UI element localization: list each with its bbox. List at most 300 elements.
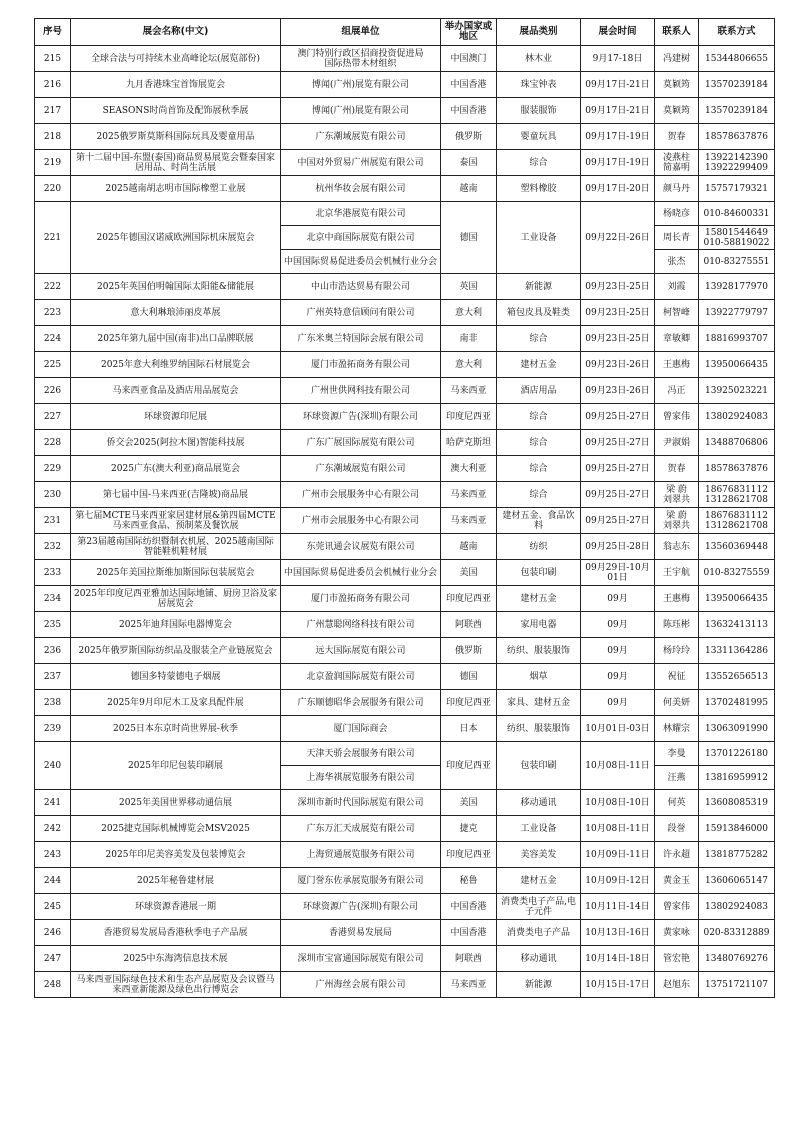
- row-phone: 010-84600331: [699, 202, 775, 226]
- row-category: 酒店用品: [497, 378, 581, 404]
- row-country: 越南: [441, 176, 497, 202]
- row-exhibition-name: 2025年印尼美容美发及包装博览会: [71, 842, 281, 868]
- table-row: [35, 586, 775, 612]
- row-organizer: 厦门市盈拓商务有限公司: [281, 352, 441, 378]
- row-organizer: 香港贸易发展局: [281, 920, 441, 946]
- table-row: [35, 124, 775, 150]
- row-exhibition-name: 第七届MCTE马来西亚家居建材展&第四届MCTE马来西亚食品、预制菜及餐饮展: [71, 508, 281, 534]
- row-country: 南非: [441, 326, 497, 352]
- table-row: [35, 790, 775, 816]
- row-country: 美国: [441, 790, 497, 816]
- row-phone: 18578637876: [699, 124, 775, 150]
- row-category: 家用电器: [497, 612, 581, 638]
- row-organizer: 上海贸通展览服务有限公司: [281, 842, 441, 868]
- table-row: [35, 560, 775, 586]
- row-contact: 张杰: [655, 250, 699, 274]
- row-country: 英国: [441, 274, 497, 300]
- row-exhibition-name: 2025年迪拜国际电器博览会: [71, 612, 281, 638]
- table-row: [35, 972, 775, 998]
- row-time: 10月08日-11日: [581, 816, 655, 842]
- row-serial: 230: [35, 482, 71, 508]
- table-row: [35, 842, 775, 868]
- row-country: 中国香港: [441, 894, 497, 920]
- table-row: [35, 894, 775, 920]
- row-country: 马来西亚: [441, 482, 497, 508]
- row-contact: 刘霞: [655, 274, 699, 300]
- row-exhibition-name: 2025年俄罗斯国际纺织品及服装全产业链展览会: [71, 638, 281, 664]
- row-time: 09月: [581, 664, 655, 690]
- row-country: 德国: [441, 664, 497, 690]
- row-time: 10月08日-11日: [581, 742, 655, 790]
- row-organizer: 广东万汇天成展览有限公司: [281, 816, 441, 842]
- row-phone: 15757179321: [699, 176, 775, 202]
- row-phone: 13552656513: [699, 664, 775, 690]
- row-contact: 冯正: [655, 378, 699, 404]
- row-phone: 13818775282: [699, 842, 775, 868]
- row-exhibition-name: 2025年美国世界移动通信展: [71, 790, 281, 816]
- row-exhibition-name: 香港贸易发展局香港秋季电子产品展: [71, 920, 281, 946]
- row-contact: 曾家伟: [655, 404, 699, 430]
- table-row: [35, 300, 775, 326]
- row-country: 捷克: [441, 816, 497, 842]
- table-row: [35, 482, 775, 508]
- row-exhibition-name: 2025广东(澳大利亚)商品展览会: [71, 456, 281, 482]
- row-contact: 尹淑娟: [655, 430, 699, 456]
- row-country: 澳大利亚: [441, 456, 497, 482]
- row-category: 珠宝钟表: [497, 72, 581, 98]
- row-phone: 13802924083: [699, 404, 775, 430]
- row-contact: 祝征: [655, 664, 699, 690]
- row-country: 俄罗斯: [441, 124, 497, 150]
- row-phone: 13632413113: [699, 612, 775, 638]
- row-contact: 周长青: [655, 226, 699, 250]
- table-row: [35, 72, 775, 98]
- header-country: 举办国家或地区: [441, 19, 497, 46]
- row-country: 中国香港: [441, 72, 497, 98]
- row-country: 意大利: [441, 300, 497, 326]
- row-category: 移动通讯: [497, 790, 581, 816]
- row-phone: 13950066435: [699, 352, 775, 378]
- row-contact: 赵旭东: [655, 972, 699, 998]
- row-serial: 221: [35, 202, 71, 274]
- row-serial: 241: [35, 790, 71, 816]
- header-serial: 序号: [35, 19, 71, 46]
- header-category: 展品类别: [497, 19, 581, 46]
- row-contact: 许永超: [655, 842, 699, 868]
- row-serial: 243: [35, 842, 71, 868]
- row-exhibition-name: 全球合法与可持续木业高峰论坛(展览部份): [71, 46, 281, 72]
- row-exhibition-name: 2025年德国汉诺威欧洲国际机床展览会: [71, 202, 281, 274]
- row-organizer: 中国对外贸易广州展览有限公司: [281, 150, 441, 176]
- row-organizer: 广州海丝会展有限公司: [281, 972, 441, 998]
- row-time: 10月14日-18日: [581, 946, 655, 972]
- row-exhibition-name: 2025年美国拉斯维加斯国际包装展览会: [71, 560, 281, 586]
- row-category: 消费类电子产品: [497, 920, 581, 946]
- row-time: 09月23日-25日: [581, 326, 655, 352]
- row-time: 09月: [581, 586, 655, 612]
- row-country: 越南: [441, 534, 497, 560]
- row-country: 马来西亚: [441, 508, 497, 534]
- row-time: 10月11日-14日: [581, 894, 655, 920]
- row-category: 移动通讯: [497, 946, 581, 972]
- row-phone: 18578637876: [699, 456, 775, 482]
- row-serial: 247: [35, 946, 71, 972]
- row-contact: 凌燕柱 简嘉明: [655, 150, 699, 176]
- row-exhibition-name: SEASONS时尚首饰及配饰展秋季展: [71, 98, 281, 124]
- row-time: 09月22日-26日: [581, 202, 655, 274]
- row-time: 09月: [581, 612, 655, 638]
- row-time: 09月17日-19日: [581, 124, 655, 150]
- row-contact: 段誉: [655, 816, 699, 842]
- row-serial: 244: [35, 868, 71, 894]
- row-country: 意大利: [441, 352, 497, 378]
- row-organizer: 北京盈润国际展览有限公司: [281, 664, 441, 690]
- row-contact: 莫颖筠: [655, 98, 699, 124]
- row-organizer: 北京华港展览有限公司: [281, 202, 441, 226]
- row-phone: 15913846000: [699, 816, 775, 842]
- row-serial: 223: [35, 300, 71, 326]
- table-row: [35, 274, 775, 300]
- row-organizer: 上海华祺展览服务有限公司: [281, 766, 441, 790]
- row-exhibition-name: 德国多特蒙德电子烟展: [71, 664, 281, 690]
- table-row: [35, 46, 775, 72]
- table-row: [35, 638, 775, 664]
- row-phone: 13925023221: [699, 378, 775, 404]
- exhibition-table: [34, 18, 775, 998]
- row-exhibition-name: 2025年第九届中国(南非)出口品牌联展: [71, 326, 281, 352]
- row-category: 纺织、服装服饰: [497, 716, 581, 742]
- row-contact: 管宏艳: [655, 946, 699, 972]
- table-row: [35, 176, 775, 202]
- row-exhibition-name: 2025年意大利维罗纳国际石材展览会: [71, 352, 281, 378]
- row-exhibition-name: 马来西亚国际绿色技术和生态产品展览及会议暨马来西亚新能源及绿色出行博览会: [71, 972, 281, 998]
- row-category: 纺织: [497, 534, 581, 560]
- row-exhibition-name: 环球资源香港展一期: [71, 894, 281, 920]
- row-organizer: 中山市浩达贸易有限公司: [281, 274, 441, 300]
- row-contact: 黄家咏: [655, 920, 699, 946]
- row-country: 印度尼西亚: [441, 586, 497, 612]
- row-phone: 13311364286: [699, 638, 775, 664]
- row-organizer: 远大国际展览有限公司: [281, 638, 441, 664]
- row-organizer: 博闻(广州)展览有限公司: [281, 72, 441, 98]
- row-contact: 李曼: [655, 742, 699, 766]
- row-country: 马来西亚: [441, 972, 497, 998]
- row-country: 马来西亚: [441, 378, 497, 404]
- row-serial: 215: [35, 46, 71, 72]
- row-exhibition-name: 2025年印度尼西亚雅加达国际地铺、厨房卫浴及家居展览会: [71, 586, 281, 612]
- row-serial: 239: [35, 716, 71, 742]
- row-contact: 梁 蔚 刘翠共: [655, 508, 699, 534]
- row-organizer: 广州市会展服务中心有限公司: [281, 482, 441, 508]
- row-category: 美容美发: [497, 842, 581, 868]
- row-phone: 13950066435: [699, 586, 775, 612]
- row-organizer: 深圳市新时代国际展览有限公司: [281, 790, 441, 816]
- row-time: 09月17日-21日: [581, 72, 655, 98]
- row-organizer: 厦门誉东佐承展览服务有限公司: [281, 868, 441, 894]
- row-contact: 王宇航: [655, 560, 699, 586]
- row-phone: 13751721107: [699, 972, 775, 998]
- table-row: [35, 150, 775, 176]
- row-country: 阿联酋: [441, 946, 497, 972]
- row-serial: 242: [35, 816, 71, 842]
- row-exhibition-name: 第23届越南国际纺织暨制衣机展、2025越南国际智能鞋机鞋材展: [71, 534, 281, 560]
- row-serial: 240: [35, 742, 71, 790]
- row-serial: 217: [35, 98, 71, 124]
- row-serial: 220: [35, 176, 71, 202]
- row-exhibition-name: 马来西亚食品及酒店用品展览会: [71, 378, 281, 404]
- row-organizer: 广州慧聪网络科技有限公司: [281, 612, 441, 638]
- row-exhibition-name: 2025年9月印尼木工及家具配件展: [71, 690, 281, 716]
- row-country: 阿联酋: [441, 612, 497, 638]
- row-time: 10月01日-03日: [581, 716, 655, 742]
- row-organizer: 杭州华妆会展有限公司: [281, 176, 441, 202]
- row-exhibition-name: 侨交会2025(阿拉木图)智能科技展: [71, 430, 281, 456]
- row-time: 09月25日-27日: [581, 430, 655, 456]
- row-contact: 何英: [655, 790, 699, 816]
- row-contact: 陈珏彬: [655, 612, 699, 638]
- row-time: 09月23日-25日: [581, 274, 655, 300]
- row-time: 10月09日-11日: [581, 842, 655, 868]
- row-contact: 王惠梅: [655, 586, 699, 612]
- row-serial: 224: [35, 326, 71, 352]
- table-row: [35, 816, 775, 842]
- table-row: [35, 612, 775, 638]
- row-contact: 杨玲玲: [655, 638, 699, 664]
- row-country: 印度尼西亚: [441, 690, 497, 716]
- row-category: 消费类电子产品,电子元件: [497, 894, 581, 920]
- row-category: 林木业: [497, 46, 581, 72]
- row-phone: 13928177970: [699, 274, 775, 300]
- row-organizer: 广东米奥兰特国际会展有限公司: [281, 326, 441, 352]
- row-exhibition-name: 2025捷克国际机械博览会MSV2025: [71, 816, 281, 842]
- row-time: 09月17日-20日: [581, 176, 655, 202]
- row-phone: 13802924083: [699, 894, 775, 920]
- row-organizer: 中国国际贸易促进委员会机械行业分会: [281, 250, 441, 274]
- table-row: [35, 456, 775, 482]
- row-exhibition-name: 2025日本东京时尚世界展-秋季: [71, 716, 281, 742]
- row-contact: 杨晓彦: [655, 202, 699, 226]
- header-exhibition-name: 展会名称(中文): [71, 19, 281, 46]
- row-phone: 010-83275559: [699, 560, 775, 586]
- row-organizer: 深圳市宝富通国际展览有限公司: [281, 946, 441, 972]
- row-country: 中国香港: [441, 98, 497, 124]
- table-row: [35, 920, 775, 946]
- row-category: 新能源: [497, 972, 581, 998]
- row-category: 综合: [497, 482, 581, 508]
- row-country: 哈萨克斯坦: [441, 430, 497, 456]
- row-country: 美国: [441, 560, 497, 586]
- row-time: 09月23日-25日: [581, 300, 655, 326]
- row-phone: 13488706806: [699, 430, 775, 456]
- row-serial: 234: [35, 586, 71, 612]
- row-organizer: 广东潮域展览有限公司: [281, 124, 441, 150]
- row-category: 包装印刷: [497, 742, 581, 790]
- row-phone: 13560369448: [699, 534, 775, 560]
- table-row: [35, 98, 775, 124]
- row-exhibition-name: 2025年秘鲁建材展: [71, 868, 281, 894]
- row-category: 纺织、服装服饰: [497, 638, 581, 664]
- row-time: 09月23日-26日: [581, 378, 655, 404]
- row-country: 印度尼西亚: [441, 842, 497, 868]
- row-exhibition-name: 2025年印尼包装印刷展: [71, 742, 281, 790]
- row-organizer: 广东广展国际展览有限公司: [281, 430, 441, 456]
- row-category: 婴童玩具: [497, 124, 581, 150]
- table-row: [35, 868, 775, 894]
- row-serial: 233: [35, 560, 71, 586]
- row-category: 新能源: [497, 274, 581, 300]
- row-phone: 15344806655: [699, 46, 775, 72]
- row-country: 德国: [441, 202, 497, 274]
- row-contact: 柯智峰: [655, 300, 699, 326]
- row-time: 10月15日-17日: [581, 972, 655, 998]
- row-category: 建材五金: [497, 868, 581, 894]
- row-country: 中国香港: [441, 920, 497, 946]
- table-row: [35, 716, 775, 742]
- row-contact: 曾家伟: [655, 894, 699, 920]
- row-organizer: 中国国际贸易促进委员会机械行业分会: [281, 560, 441, 586]
- row-phone: 13570239184: [699, 72, 775, 98]
- table-row: [35, 508, 775, 534]
- row-phone: 13922142390 13922299409: [699, 150, 775, 176]
- row-serial: 227: [35, 404, 71, 430]
- row-category: 综合: [497, 150, 581, 176]
- row-contact: 翁志东: [655, 534, 699, 560]
- table-row: [35, 742, 775, 766]
- row-time: 09月25日-27日: [581, 404, 655, 430]
- row-contact: 王惠梅: [655, 352, 699, 378]
- header-time: 展会时间: [581, 19, 655, 46]
- row-phone: 13922779797: [699, 300, 775, 326]
- row-category: 综合: [497, 326, 581, 352]
- table-row: [35, 430, 775, 456]
- row-category: 箱包皮具及鞋类: [497, 300, 581, 326]
- row-phone: 18816993707: [699, 326, 775, 352]
- row-category: 塑料橡胶: [497, 176, 581, 202]
- row-time: 10月08日-10日: [581, 790, 655, 816]
- row-category: 建材五金: [497, 586, 581, 612]
- row-contact: 何美妍: [655, 690, 699, 716]
- row-country: 泰国: [441, 150, 497, 176]
- row-country: 中国澳门: [441, 46, 497, 72]
- table-row: [35, 378, 775, 404]
- row-serial: 216: [35, 72, 71, 98]
- row-organizer: 广州英特意信顾问有限公司: [281, 300, 441, 326]
- row-time: 09月17日-19日: [581, 150, 655, 176]
- row-serial: 228: [35, 430, 71, 456]
- row-contact: 黄金玉: [655, 868, 699, 894]
- row-organizer: 厦门国际商会: [281, 716, 441, 742]
- table-row: [35, 534, 775, 560]
- table-row: [35, 946, 775, 972]
- row-phone: 020-83312889: [699, 920, 775, 946]
- row-phone: 15801544649 010-58819022: [699, 226, 775, 250]
- row-organizer: 环球资源广告(深圳)有限公司: [281, 894, 441, 920]
- row-time: 09月25日-27日: [581, 456, 655, 482]
- row-contact: 贺春: [655, 456, 699, 482]
- row-organizer: 博闻(广州)展览有限公司: [281, 98, 441, 124]
- row-exhibition-name: 2025年英国伯明翰国际太阳能&储能展: [71, 274, 281, 300]
- row-phone: 13702481995: [699, 690, 775, 716]
- row-time: 10月13日-16日: [581, 920, 655, 946]
- row-serial: 229: [35, 456, 71, 482]
- row-contact: 梁 蔚 刘翠共: [655, 482, 699, 508]
- row-organizer: 天津天骄会展服务有限公司: [281, 742, 441, 766]
- row-contact: 林耀宗: [655, 716, 699, 742]
- header-phone: 联系方式: [699, 19, 775, 46]
- row-organizer: 北京中商国际展览有限公司: [281, 226, 441, 250]
- row-serial: 248: [35, 972, 71, 998]
- table-header-row: [35, 19, 775, 46]
- row-category: 包装印刷: [497, 560, 581, 586]
- row-category: 建材五金、食品饮料: [497, 508, 581, 534]
- row-category: 综合: [497, 456, 581, 482]
- row-serial: 222: [35, 274, 71, 300]
- row-phone: 13606065147: [699, 868, 775, 894]
- row-country: 秘鲁: [441, 868, 497, 894]
- row-phone: 18676831112 13128621708: [699, 482, 775, 508]
- row-category: 家具、建材五金: [497, 690, 581, 716]
- table-row: [35, 202, 775, 226]
- table-row: [35, 690, 775, 716]
- row-contact: 章敏卿: [655, 326, 699, 352]
- row-organizer: 广东潮域展览有限公司: [281, 456, 441, 482]
- exhibition-schedule-page: [34, 18, 774, 998]
- header-contact: 联系人: [655, 19, 699, 46]
- row-serial: 219: [35, 150, 71, 176]
- row-exhibition-name: 环球资源印尼展: [71, 404, 281, 430]
- row-country: 印度尼西亚: [441, 404, 497, 430]
- row-serial: 236: [35, 638, 71, 664]
- row-time: 09月25日-28日: [581, 534, 655, 560]
- row-time: 09月25日-27日: [581, 482, 655, 508]
- row-organizer: 环球资源广告(深圳)有限公司: [281, 404, 441, 430]
- row-organizer: 澳门特别行政区招商投资促进局 国际热带木材组织: [281, 46, 441, 72]
- table-row: [35, 326, 775, 352]
- row-exhibition-name: 2025中东海湾信息技术展: [71, 946, 281, 972]
- row-country: 俄罗斯: [441, 638, 497, 664]
- row-serial: 225: [35, 352, 71, 378]
- row-contact: 莫颖筠: [655, 72, 699, 98]
- row-serial: 232: [35, 534, 71, 560]
- header-organizer: 组展单位: [281, 19, 441, 46]
- row-organizer: 广州市会展服务中心有限公司: [281, 508, 441, 534]
- row-phone: 13480769276: [699, 946, 775, 972]
- row-category: 烟草: [497, 664, 581, 690]
- row-time: 09月: [581, 638, 655, 664]
- row-organizer: 东莞讯通会议展览有限公司: [281, 534, 441, 560]
- row-phone: 010-83275551: [699, 250, 775, 274]
- row-exhibition-name: 九月香港珠宝首饰展览会: [71, 72, 281, 98]
- row-time: 09月23日-26日: [581, 352, 655, 378]
- row-phone: 18676831112 13128621708: [699, 508, 775, 534]
- row-serial: 246: [35, 920, 71, 946]
- row-time: 09月: [581, 690, 655, 716]
- row-time: 09月29日-10月01日: [581, 560, 655, 586]
- row-contact: 颜马丹: [655, 176, 699, 202]
- row-category: 综合: [497, 430, 581, 456]
- row-serial: 226: [35, 378, 71, 404]
- row-serial: 237: [35, 664, 71, 690]
- row-serial: 238: [35, 690, 71, 716]
- row-organizer: 广东顺德昭华会展服务有限公司: [281, 690, 441, 716]
- row-exhibition-name: 第七届中国-马来西亚(吉隆坡)商品展: [71, 482, 281, 508]
- row-phone: 13816959912: [699, 766, 775, 790]
- row-organizer: 广州世供网科技有限公司: [281, 378, 441, 404]
- row-category: 工业设备: [497, 202, 581, 274]
- row-phone: 13701226180: [699, 742, 775, 766]
- row-contact: 汪燕: [655, 766, 699, 790]
- row-time: 09月25日-27日: [581, 508, 655, 534]
